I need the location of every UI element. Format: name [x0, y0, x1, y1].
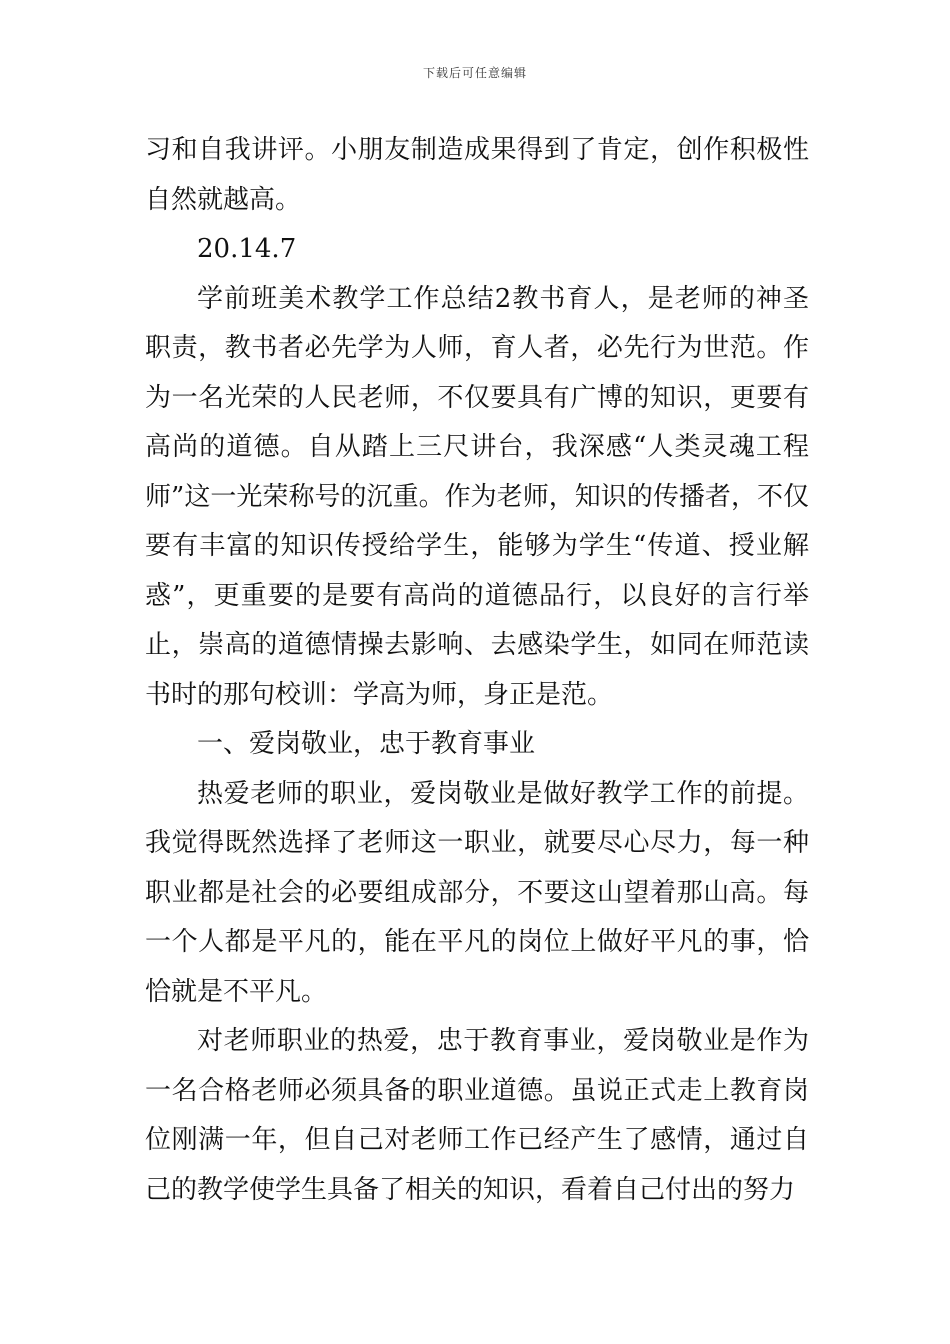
paragraph-love-profession: 热爱老师的职业，爱岗敬业是做好教学工作的前提。我觉得既然选择了老师这一职业，就要尽心尽力，每一种职业都是社会的必要组成部分，不要这山望着那山高。每一个人都是平凡的，能在平凡的岗位上做好平凡的事，恰恰就是不平凡。: [145, 778, 809, 1007]
page-header: 下载后可任意编辑: [422, 66, 527, 80]
paragraph-devotion: 对老师职业的热爱，忠于教育事业，爱岗敬业是作为一名合格老师必须具备的职业道德。虽说正式走上教育岗位刚满一年，但自己对老师工作已经产生了感情，通过自己的教学使学生具备了相关的知识，看着自己付出的努力: [145, 1026, 809, 1205]
document-body: [145, 126, 809, 1215]
paragraph-1: 习和自我讲评。小朋友制造成果得到了肯定，创作积极性自然就越高。: [145, 135, 809, 215]
section-heading-1: 一、爱岗敬业，忠于教育事业: [197, 729, 536, 759]
paragraph-summary-intro: 学前班美术教学工作总结2教书育人，是老师的神圣职责，教书者必先学为人师，育人者，必先行为世范。作为一名光荣的人民老师，不仅要具有广博的知识，更要有高尚的道德。自从踏上三尺讲台，我深感“人类灵魂工程师”这一光荣称号的沉重。作为老师，知识的传播者，不仅要有丰富的知识传授给学生，能够为学生“传道、授业解惑”，更重要的是要有高尚的道德品行，以良好的言行举止，崇高的道德情操去影响、去感染学生，如同在师范读书时的那句校训：学高为师，身正是范。: [145, 283, 809, 710]
paragraph-date: 20.14.7: [197, 234, 297, 264]
